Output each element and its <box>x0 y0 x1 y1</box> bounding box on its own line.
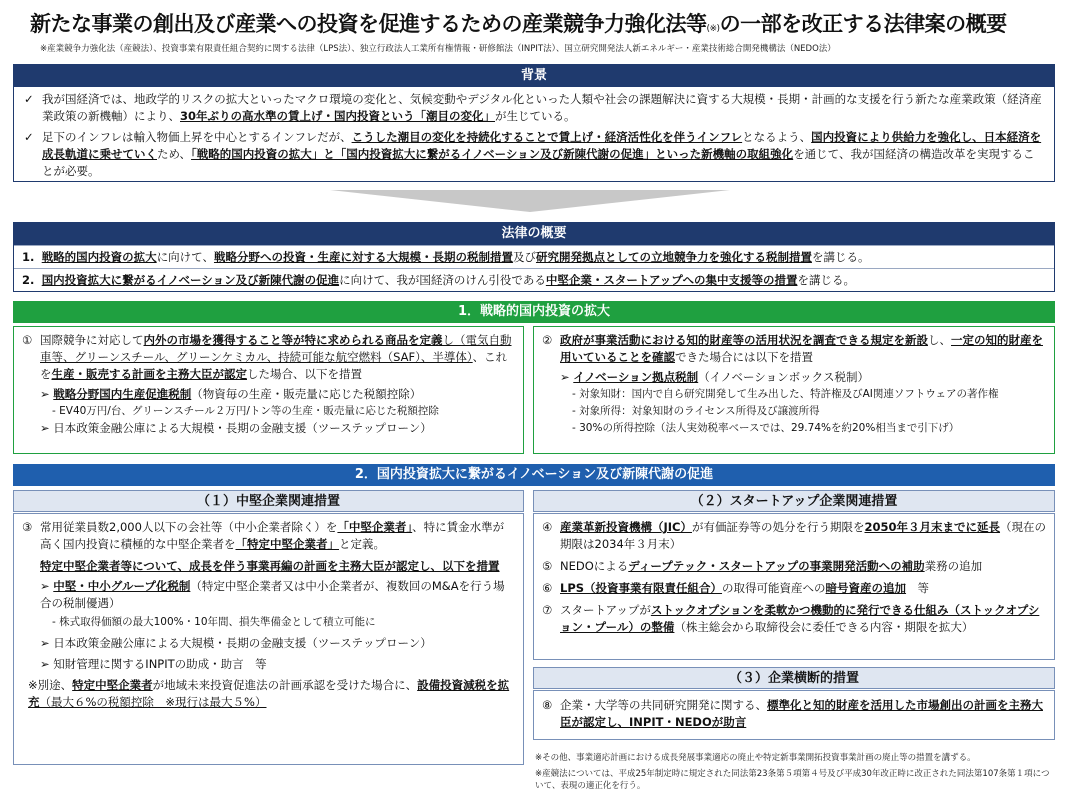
startup-measures-heading: （２）スタートアップ企業関連措置 <box>533 490 1055 512</box>
item-3-certification: 特定中堅企業者等について、成長を伴う事業再編の計画を主務大臣が認定し、以下を措置 <box>40 559 500 573</box>
section-1-heading: 1．戦略的国内投資の拡大 <box>13 301 1055 323</box>
background-heading: 背景 <box>14 65 1054 87</box>
startup-measures-panel <box>533 513 1055 660</box>
item-3-bullet-2: ➢ 日本政策金融公庫による大規模・長期の金融支援（ツーステップローン） <box>40 636 432 650</box>
law-abbreviations-note: ※産業競争力強化法（産競法）、投資事業有限責任組合契約に関する法律（LPS法）、独立行政法人工業所有権情報・研修館法（INPIT法）、国立研究開発法人新エネルギー・産業技術総合開発機構法（NEDO法） <box>40 44 836 54</box>
background-paragraph-2: ✓ 足下のインフレは輸入物価上昇を中心とするインフレだが、こうした潮目の変化を持続化することで賃上げ・経済活性化を伴うインフレとなるよう、国内投資により供給力を強化し、日本経済を成長軌道に乗せていくため、「戦略的国内投資の拡大」と「国内投資拡大に繋がるイノベーション及び新陳代謝の促進」といった新機軸の取組強化を通じて、我が国経済の構造改革を実現することが必要。 <box>24 130 1042 178</box>
section-1-right-panel <box>533 326 1055 454</box>
background-paragraph-1: ✓ 我が国経済では、地政学的リスクの拡大といったマクロ環境の変化と、気候変動やデジタル化といった人類や社会の課題解決に資する大規模・長期・計画的な支援を行う新たな産業政策（経済産業政策の新機軸）により、30年ぶりの高水準の賃上げ・国内投資という「潮目の変化」が生じている。 <box>24 92 1042 123</box>
background-section <box>13 64 1055 182</box>
footnote-1: ※その他、事業適応計画における成長発展事業適応の廃止や特定新事業開拓投資事業計画の廃止等の措置を講ずる。 <box>535 753 976 763</box>
footnote-2: ※産競法については、平成25年制定時に規定された同法第23条第５項第４号及び平成30年改正時に改正された同法第107条第１項について、表現の適正化を行う。 <box>535 769 1050 791</box>
item-3-bullet-3: ➢ 知財管理に関するINPITの助成・助言 等 <box>40 657 267 671</box>
item-2-bullet-1: ➢ イノベーション拠点税制（イノベーションボックス税制） <box>560 370 869 384</box>
item-1-bullet-1: ➢ 戦略分野国内生産促進税制（物資毎の生産・販売量に応じた税額控除） <box>40 387 422 401</box>
check-icon: ✓ <box>24 92 34 106</box>
item-3: ③ 常用従業員数2,000人以下の会社等（中小企業者除く）を「中堅企業者」、特に賃金水準が高く国内投資に積極的な中堅企業者を「特定中堅企業者」と定義。 <box>22 520 505 551</box>
law-overview-section <box>13 222 1055 292</box>
item-7: ⑦ スタートアップがストックオプションを柔軟かつ機動的に発行できる仕組み（ストックオプション・プール）の整備（株主総会から取締役会に委任できる内容・期限を拡大） <box>542 603 1040 634</box>
law-overview-heading: 法律の概要 <box>14 223 1054 245</box>
item-1-bullet-1-detail: - EV40万円/台、グリーンスチール２万円/トン等の生産・販売量に応じた税額控除 <box>52 405 439 417</box>
cross-company-measures-heading: （３）企業横断的措置 <box>533 667 1055 689</box>
item-5: ⑤ NEDOによるディープテック・スタートアップの事業開発活動への補助業務の追加 <box>542 559 983 573</box>
mid-size-measures-heading: （１）中堅企業関連措置 <box>13 490 524 512</box>
item-2-detail-2: - 対象所得：対象知財のライセンス所得及び譲渡所得 <box>572 405 820 417</box>
item-2-detail-1: - 対象知財：国内で自ら研究開発して生み出した、特許権及びAI関連ソフトウェアの著作権 <box>572 388 999 400</box>
item-1-bullet-2: ➢ 日本政策金融公庫による大規模・長期の金融支援（ツーステップローン） <box>40 421 432 435</box>
mid-size-additional-note: ※別途、特定中堅企業者が地域未来投資促進法の計画承認を受けた場合に、設備投資減税を拡充（最大６%の税額控除 ※現行は最大５%） <box>28 678 510 709</box>
item-3-bullet-1-detail: - 株式取得価額の最大100%・10年間、損失準備金として積立可能に <box>52 616 376 628</box>
section-2-heading: 2．国内投資拡大に繋がるイノベーション及び新陳代謝の促進 <box>13 464 1055 486</box>
page-title: 新たな事業の創出及び産業への投資を促進するための産業競争力強化法等(※)の一部を改正する法律案の概要 <box>30 12 1007 36</box>
item-8: ⑧ 企業・大学等の共同研究開発に関する、標準化と知的財産を活用した市場創出の計画を主務大臣が認定し、INPIT・NEDOが助言 <box>542 698 1043 729</box>
section-1-left-panel <box>13 326 524 454</box>
item-3-bullet-1: ➢ 中堅・中小グループ化税制（特定中堅企業者又は中小企業者が、複数回のM&Aを行う場合の税制優遇） <box>40 579 505 610</box>
item-2: ② 政府が事業活動における知的財産等の活用状況を調査できる規定を新設し、一定の知的財産を用いていることを確認できた場合には以下を措置 <box>542 333 1043 364</box>
item-6: ⑥ LPS（投資事業有限責任組合）の取得可能資産への暗号資産の追加 等 <box>542 581 930 595</box>
cross-company-measures-panel <box>533 690 1055 740</box>
check-icon: ✓ <box>24 130 34 144</box>
mid-size-measures-panel <box>13 513 524 765</box>
law-overview-item-1: 1. 戦略的国内投資の拡大に向けて、戦略分野への投資・生産に対する大規模・長期の税制措置及び研究開発拠点としての立地競争力を強化する税制措置を講じる。 <box>14 245 1054 268</box>
down-arrow-icon <box>330 190 730 212</box>
law-overview-item-2: 2. 国内投資拡大に繋がるイノベーション及び新陳代謝の促進に向けて、我が国経済のけん引役である中堅企業・スタートアップへの集中支援等の措置を講じる。 <box>14 268 1054 291</box>
item-4: ④ 産業革新投資機構（JIC）が有価証券等の処分を行う期限を2050年３月末までに延長（現在の期限は2034年３月末） <box>542 520 1047 551</box>
item-1: ① 国際競争に対応して内外の市場を獲得すること等が特に求められる商品を定義し（電気自動車等、グリーンスチール、グリーンケミカル、持続可能な航空燃料（SAF）、半導体）、これを生産・販売する計画を主務大臣が認定した場合、以下を措置 <box>22 333 512 381</box>
item-2-detail-3: - 30%の所得控除（法人実効税率ベースでは、29.74%を約20%相当まで引下げ） <box>572 422 960 434</box>
